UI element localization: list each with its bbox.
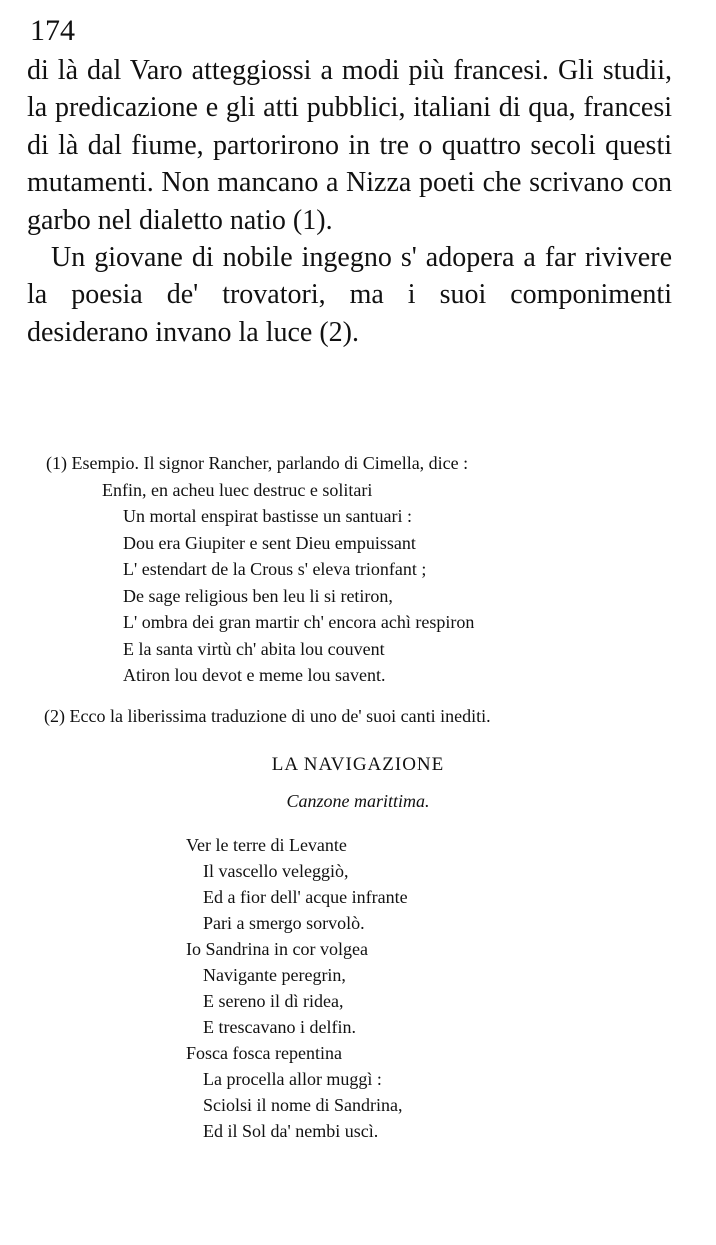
- footnote-1-verses: [46, 477, 666, 689]
- poem-line: Il vascello veleggiò,: [203, 861, 349, 881]
- page-number: 174: [30, 14, 75, 47]
- poem-line: Io Sandrina in cor volgea: [186, 939, 368, 959]
- poem-line: E sereno il dì ridea,: [203, 991, 344, 1011]
- poem-line: Fosca fosca repentina: [186, 1043, 342, 1063]
- poem-line: La procella allor muggì :: [203, 1069, 382, 1089]
- verse-line: Atiron lou devot e meme lou savent.: [123, 665, 386, 685]
- poem-line: Ver le terre di Levante: [186, 835, 347, 855]
- poem-title: LA NAVIGAZIONE: [271, 754, 445, 775]
- verse-line: L' ombra dei gran martir ch' encora achì respiron: [123, 612, 475, 632]
- paragraph-2: Un giovane di nobile ingegno s' adopera a far rivivere la poesia de' trovatori, ma i suoi componimenti desiderano invano la luce (2).: [27, 242, 672, 348]
- poem-subtitle: Canzone marittima.: [286, 791, 430, 811]
- verse-line: Enfin, en acheu luec destruc e solitari: [102, 479, 373, 500]
- footnote-1-intro: (1) Esempio. Il signor Rancher, parlando di Cimella, dice :: [46, 453, 469, 473]
- verse-line: Dou era Giupiter e sent Dieu empuissant: [123, 532, 416, 553]
- poem: [186, 832, 408, 1144]
- poem-line: Ed il Sol da' nembi uscì.: [203, 1121, 379, 1141]
- verse-line: L' estendart de la Crous s' eleva trionfant ;: [123, 559, 427, 579]
- main-text: [27, 52, 672, 351]
- verse-line: De sage religious ben leu li si retiron,: [123, 585, 393, 606]
- verse-line: E la santa virtù ch' abita lou couvent: [123, 638, 385, 659]
- paragraph-1: di là dal Varo atteggiossi a modi più francesi. Gli studii, la predicazione e gli atti pubblici, italiani di qua, francesi di là dal fiume, partorirono in tre o quattro secoli questi mutamenti. Non mancano a Nizza poeti che scrivano con garbo nel dialetto natio (1).: [27, 55, 672, 236]
- poem-line: E trescavano i delfin.: [203, 1017, 356, 1037]
- verse-line: Un mortal enspirat bastisse un santuari :: [123, 506, 412, 526]
- footnote-2: (2) Ecco la liberissima traduzione di uno de' suoi canti inediti.: [44, 706, 491, 726]
- poem-line: Pari a smergo sorvolò.: [203, 913, 365, 933]
- poem-lines: [186, 832, 408, 1144]
- poem-line: Sciolsi il nome di Sandrina,: [203, 1095, 403, 1115]
- poem-line: Navigante peregrin,: [203, 965, 346, 985]
- poem-line: Ed a fior dell' acque infrante: [203, 887, 408, 907]
- footnote-1: [46, 450, 666, 689]
